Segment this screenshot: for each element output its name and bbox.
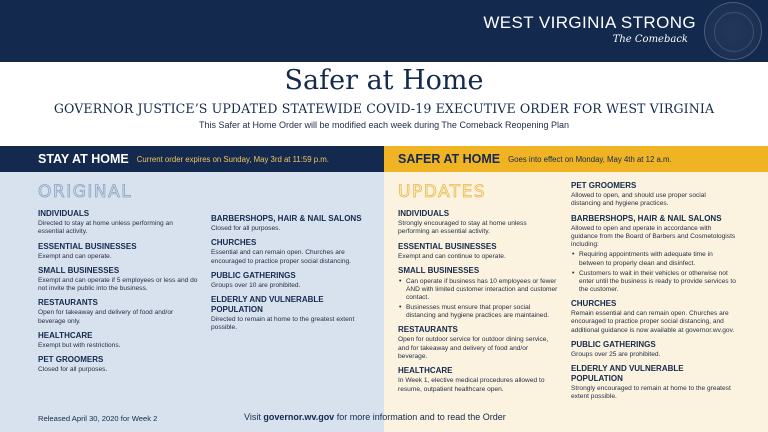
updates-individuals-heading: INDIVIDUALS	[398, 209, 450, 218]
original-churches-heading: CHURCHES	[211, 238, 257, 248]
page-header	[0, 64, 768, 130]
brand-title: WEST VIRGINIA STRONG	[483, 13, 696, 32]
updates-essential-heading: ESSENTIAL BUSINESSES	[398, 241, 497, 251]
updates-barbers-bullet: • Customers to wait in their vehicles or otherwise not enter until the business is ready to provide services to the customer.	[571, 270, 736, 294]
original-column-2	[211, 214, 366, 333]
original-elderly-heading: ELDERLY AND VULNERABLE POPULATION	[211, 295, 324, 315]
top-banner	[0, 0, 768, 62]
original-essential-text: Exempt and can operate.	[38, 252, 112, 260]
governor-website-link[interactable]: governor.wv.gov	[263, 412, 335, 422]
updates-small-bullet: • Can operate if business has 10 employees or fewer AND with limited customer interaction and customer contact.	[398, 278, 558, 302]
visit-suffix: for more information and to read the Order	[334, 412, 506, 422]
original-gatherings-text: Groups over 10 are prohibited.	[211, 281, 301, 289]
original-gatherings-heading: PUBLIC GATHERINGS	[211, 270, 296, 280]
updates-essential-text: Exempt and can continue to operate.	[398, 252, 506, 260]
updates-elderly-heading: ELDERLY AND VULNERABLE POPULATION	[571, 364, 684, 384]
updates-individuals-text: Strongly encouraged to stay at home unless performing an essential activity.	[398, 220, 527, 236]
safer-at-home-title: SAFER AT HOME	[398, 152, 501, 166]
updates-barbers-bullet: • Requiring appointments with adequate time in between to properly clean and disinfect.	[571, 251, 736, 267]
updates-churches-text: Remain essential and can remain open. Churches are encouraged to practice proper social distancing, and additional guidance is now available at governor.wv.gov.	[571, 309, 735, 334]
original-restaurants-heading: RESTAURANTS	[38, 298, 98, 308]
updates-label: UPDATES	[398, 182, 487, 202]
visit-prefix: Visit	[244, 412, 264, 422]
updates-small-heading: SMALL BUSINESSES	[398, 265, 480, 275]
release-note: Released April 30, 2020 for Week 2	[38, 414, 158, 423]
updates-churches-heading: CHURCHES	[571, 298, 617, 308]
updates-healthcare-heading: HEALTHCARE	[398, 366, 453, 376]
original-groomers-text: Closed for all purposes.	[38, 366, 108, 374]
brand-subtitle: The Comeback	[612, 34, 688, 45]
original-healthcare-heading: HEALTHCARE	[38, 331, 93, 341]
updates-restaurants-heading: RESTAURANTS	[398, 325, 458, 335]
page-title: Safer at Home	[284, 65, 484, 96]
brand-block	[483, 13, 696, 45]
updates-small-bullet: • Businesses must ensure that proper social distancing and hygiene practices are maintained.	[398, 304, 558, 320]
updates-healthcare-text: In Week 1, elective medical procedures allowed to resume, outpatient healthcare open.	[398, 377, 545, 393]
original-individuals-text: Directed to stay at home unless performing an essential activity.	[38, 220, 173, 236]
updates-gatherings-text: Groups over 25 are prohibited.	[571, 350, 661, 358]
original-barbers-heading: BARBERSHOPS, HAIR & NAIL SALONS	[211, 214, 362, 223]
state-seal-icon	[704, 2, 762, 60]
safer-at-home-note: Goes into effect on Monday, May 4th at 12 a.m.	[508, 154, 672, 164]
updates-barbers-list	[571, 251, 736, 293]
updates-groomers-text: Allowed to open, and should use proper social distancing and hygiene practices.	[571, 192, 706, 208]
original-essential-heading: ESSENTIAL BUSINESSES	[38, 241, 137, 251]
stay-at-home-note: Current order expires on Sunday, May 3rd at 11:59 p.m.	[136, 154, 329, 164]
updates-restaurants-text: Open for outdoor service for outdoor dining service, and for takeaway and delivery of food and/or beverage.	[398, 336, 549, 360]
safer-at-home-bar	[384, 146, 768, 172]
stay-at-home-title: STAY AT HOME	[38, 152, 129, 166]
updates-column-1	[398, 182, 558, 394]
original-barbers-text: Closed for all purposes.	[211, 225, 281, 232]
original-churches-text: Essential and can remain open. Churches are encouraged to practice proper social distancing.	[211, 249, 352, 265]
page-subtitle: GOVERNOR JUSTICE’S UPDATED STATEWIDE COVID-19 EXECUTIVE ORDER FOR WEST VIRGINIA	[53, 101, 715, 116]
updates-small-list	[398, 278, 558, 320]
original-small-heading: SMALL BUSINESSES	[38, 265, 120, 275]
updates-barbers-heading: BARBERSHOPS, HAIR & NAIL SALONS	[571, 213, 722, 223]
original-elderly-text: Directed to remain at home to the greatest extent possible.	[211, 316, 355, 332]
original-small-text: Exempt and can operate if 5 employees or less and do not invite the public into the business.	[38, 276, 198, 293]
updates-groomers-heading: PET GROOMERS	[571, 181, 637, 190]
original-groomers-heading: PET GROOMERS	[38, 355, 104, 365]
page-note: This Safer at Home Order will be modified each week during The Comeback Reopening Plan	[198, 120, 570, 130]
updates-column-2	[571, 181, 736, 402]
original-healthcare-text: Exempt but with restrictions.	[38, 342, 121, 350]
stay-at-home-bar	[0, 146, 384, 172]
updates-gatherings-heading: PUBLIC GATHERINGS	[571, 339, 656, 349]
original-individuals-heading: INDIVIDUALS	[38, 209, 90, 218]
original-column-1	[38, 182, 198, 375]
visit-note	[244, 412, 506, 422]
updates-elderly-text: Strongly encouraged to remain at home to the greatest extent possible.	[571, 385, 731, 401]
original-label: ORIGINAL	[38, 182, 133, 202]
updates-barbers-text: Allowed to open and operate in accordance with guidance from the Board of Barbers and Cosmetologists including:	[571, 224, 736, 249]
original-restaurants-text: Open for takeaway and delivery of food and/or beverage only.	[38, 309, 174, 325]
